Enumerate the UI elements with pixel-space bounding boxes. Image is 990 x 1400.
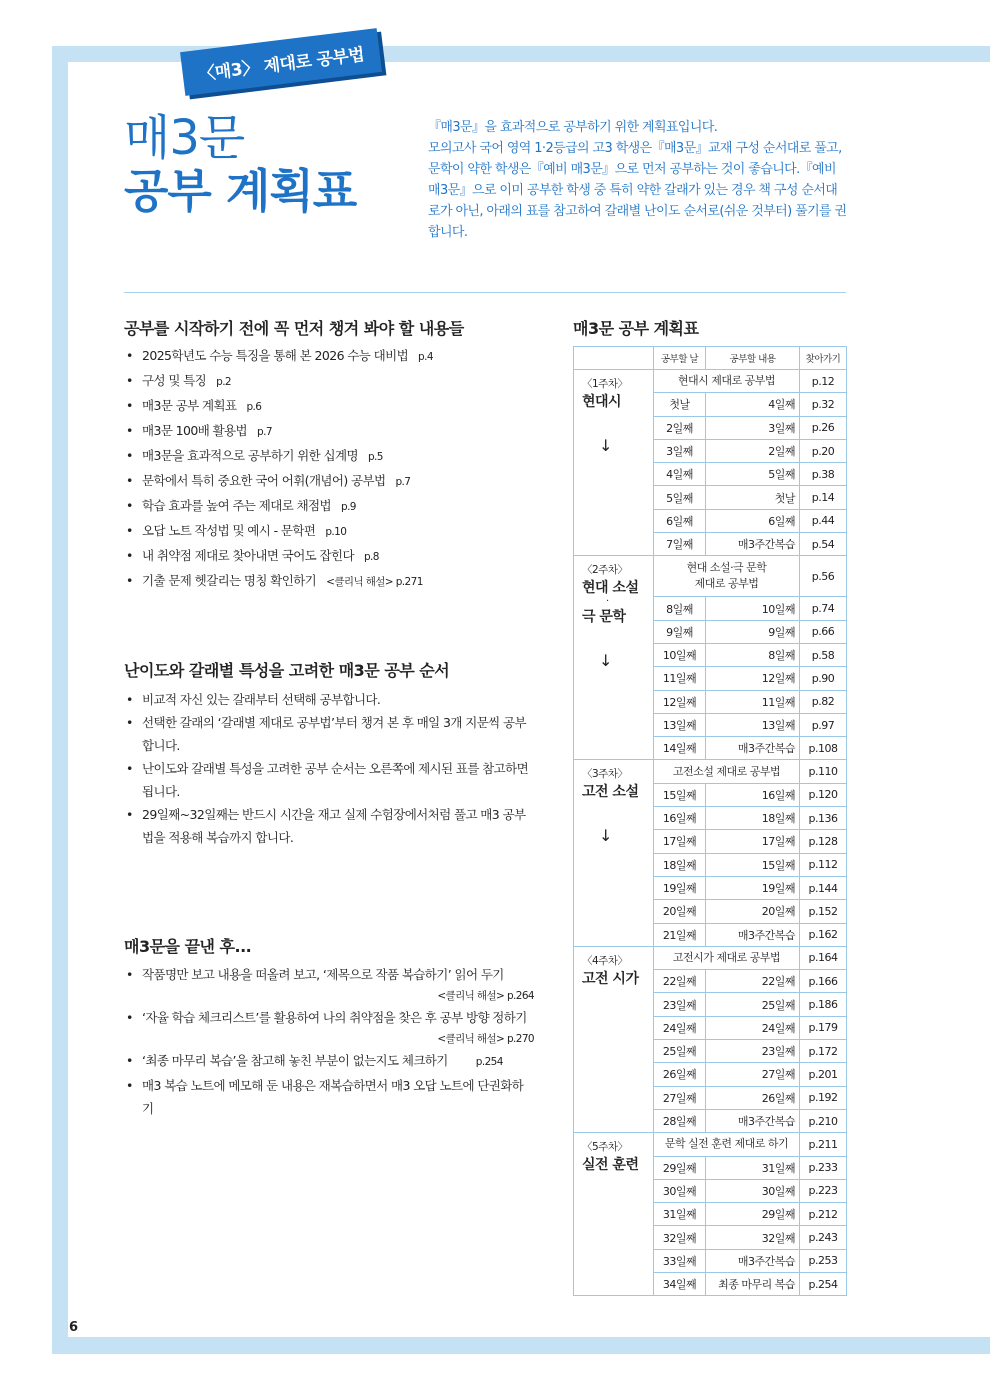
study-plan-table (573, 346, 847, 1296)
method-cell: 문학 실전 훈련 제대로 하기 (654, 1133, 800, 1156)
study-day-cell: 9일째 (654, 620, 706, 643)
page-cell: p.210 (800, 1109, 847, 1132)
page-cell: p.166 (800, 970, 847, 993)
method-page-cell: p.164 (800, 946, 847, 969)
divider (124, 292, 846, 293)
page-cell: p.74 (800, 597, 847, 620)
week-label: 〈3주차〉 (582, 768, 628, 781)
week-label: 〈1주차〉 (582, 378, 628, 390)
list-item (124, 1049, 534, 1074)
page-reference: p.9 (341, 501, 356, 513)
study-content-cell: 2일째 (706, 439, 800, 462)
study-content-cell: 9일째 (706, 620, 800, 643)
page-title-line2: 공부 계획표 (124, 164, 357, 218)
study-content-cell: 24일째 (706, 1016, 800, 1039)
study-content-cell: 매3주간복습 (706, 923, 800, 946)
arrow-down-icon: ↓ (599, 826, 612, 846)
study-content-cell: 29일째 (706, 1203, 800, 1226)
week-genre-name: 극 문학 (582, 609, 626, 626)
section-heading-order: 난이도와 갈래별 특성을 고려한 매3문 공부 순서 (124, 661, 450, 680)
page-reference: p.254 (475, 1056, 503, 1068)
study-content-cell: 8일째 (706, 643, 800, 666)
page-reference: p.7 (257, 426, 272, 438)
page-number: 6 (69, 1320, 79, 1335)
list-item: • 비교적 자신 있는 갈래부터 선택해 공부합니다. (124, 688, 534, 711)
study-day-cell: 32일째 (654, 1226, 706, 1249)
study-day-cell: 31일째 (654, 1203, 706, 1226)
list-item-text: 구성 및 특징 (142, 373, 207, 388)
page-reference: p.6 (246, 401, 262, 413)
page-cell: p.112 (800, 853, 847, 876)
week-genre-name: 실전 훈련 (582, 1157, 639, 1174)
study-content-cell: 5일째 (706, 463, 800, 486)
method-line: 제대로 공부법 (694, 577, 759, 591)
study-day-cell: 4일째 (654, 463, 706, 486)
week-genre-name: 고전 시가 (582, 970, 639, 987)
page-reference: p.7 (395, 476, 411, 488)
list-item-text: 문학에서 특히 중요한 국어 어휘(개념어) 공부법 (142, 473, 386, 488)
page-reference: p.10 (325, 526, 347, 538)
method-cell: 현대시 제대로 공부법 (654, 370, 800, 393)
method-page-cell: p.56 (800, 556, 847, 597)
list-item (124, 519, 534, 544)
study-content-cell: 11일째 (706, 690, 800, 713)
study-day-cell: 25일째 (654, 1040, 706, 1063)
page-reference: p.8 (363, 551, 379, 563)
study-content-cell: 4일째 (706, 393, 800, 416)
list-item (124, 369, 534, 394)
list-item (124, 344, 534, 369)
list-item (124, 444, 534, 469)
method-line: 현대 소설·극 문학 (686, 561, 767, 575)
study-day-cell: 29일째 (654, 1156, 706, 1179)
page-cell: p.144 (800, 876, 847, 899)
page-cell: p.253 (800, 1249, 847, 1272)
study-order-list (124, 688, 534, 849)
study-day-cell: 19일째 (654, 876, 706, 899)
list-item (124, 1074, 534, 1120)
study-content-cell: 22일째 (706, 970, 800, 993)
study-content-cell: 10일째 (706, 597, 800, 620)
study-day-cell: 20일째 (654, 900, 706, 923)
study-content-cell: 25일째 (706, 993, 800, 1016)
study-content-cell: 26일째 (706, 1086, 800, 1109)
page-frame-bottom (52, 1337, 990, 1354)
page-reference: p.5 (367, 451, 383, 463)
week-name-separator: · (606, 596, 609, 608)
study-day-cell: 15일째 (654, 783, 706, 806)
week-genre-name: 현대시 (582, 394, 622, 410)
arrow-down-icon: ↓ (599, 436, 612, 455)
page-cell: p.90 (800, 667, 847, 690)
table-row (574, 556, 847, 597)
week-cell (574, 556, 654, 760)
list-item-text: 내 취약점 제대로 찾아내면 국어도 잡힌다 (142, 548, 354, 563)
page-title-line1: 매3문 (124, 110, 245, 166)
page-cell: p.223 (800, 1179, 847, 1202)
study-content-cell: 31일째 (706, 1156, 800, 1179)
page-cell: p.97 (800, 713, 847, 736)
study-content-cell: 16일째 (706, 783, 800, 806)
page-cell: p.58 (800, 643, 847, 666)
table-row (574, 1133, 847, 1156)
list-item-text: 매3문 100배 활용법 (142, 423, 248, 438)
after-finish-list (124, 963, 534, 1120)
table-row (574, 946, 847, 969)
table-header-day: 공부할 날 (654, 347, 706, 370)
page-cell: p.20 (800, 439, 847, 462)
intro-line: 모의고사 국어 영역 1·2등급의 고3 학생은『매3문』교재 구성 순서대로 풀고, 문학이 약한 학생은『예비 매3문』으로 먼저 공부하는 것이 좋습니다.『예비 매3문』으로 이미 공부한 학생 중 특히 약한 갈래가 있는 경우 책 구성 순서대로가 아닌, 아래의 표를 참고하여 갈래별 난이도 순서로(쉬운 것부터) 풀기를 권합니다. (428, 141, 847, 240)
study-day-cell: 18일째 (654, 853, 706, 876)
method-cell: 고전소설 제대로 공부법 (654, 760, 800, 783)
method-page-cell: p.110 (800, 760, 847, 783)
list-item: • 선택한 갈래의 ‘갈래별 제대로 공부법’부터 챙겨 본 후 매일 3개 지문씩 공부합니다. (124, 711, 534, 757)
study-day-cell: 30일째 (654, 1179, 706, 1202)
list-item-text: 작품명만 보고 내용을 떠올려 보고, ‘제목으로 작품 복습하기’ 읽어 두기 (142, 967, 504, 982)
study-content-cell: 15일째 (706, 853, 800, 876)
study-day-cell: 26일째 (654, 1063, 706, 1086)
week-genre-name: 고전 소설 (582, 784, 639, 801)
page-cell: p.136 (800, 807, 847, 830)
page-cell: p.66 (800, 620, 847, 643)
page-reference: p.2 (216, 376, 232, 388)
method-cell (654, 556, 800, 597)
list-item: • 29일째~32일째는 반드시 시간을 재고 실제 수험장에서처럼 풀고 매3 공부법을 적용해 복습까지 합니다. (124, 803, 534, 849)
study-content-cell: 매3주간복습 (706, 1249, 800, 1272)
study-content-cell: 18일째 (706, 807, 800, 830)
section-banner (180, 28, 382, 96)
list-item (124, 963, 534, 1006)
study-day-cell: 16일째 (654, 807, 706, 830)
study-day-cell: 7일째 (654, 533, 706, 556)
study-day-cell: 23일째 (654, 993, 706, 1016)
page-cell: p.179 (800, 1016, 847, 1039)
plan-table-title: 매3문 공부 계획표 (573, 319, 699, 338)
method-cell: 고전시가 제대로 공부법 (654, 946, 800, 969)
week-cell (574, 760, 654, 946)
list-item-text: 2025학년도 수능 특징을 통해 본 2026 수능 대비법 (142, 348, 409, 363)
study-day-cell: 첫날 (654, 393, 706, 416)
study-day-cell: 2일째 (654, 416, 706, 439)
study-day-cell: 10일째 (654, 643, 706, 666)
week-genre-name: 현대 소설 (582, 580, 639, 597)
week-cell (574, 946, 654, 1132)
study-day-cell: 22일째 (654, 970, 706, 993)
page-cell: p.128 (800, 830, 847, 853)
study-content-cell: 32일째 (706, 1226, 800, 1249)
week-cell (574, 370, 654, 556)
list-item-text: 매3 복습 노트에 메모해 둔 내용은 재복습하면서 매3 오답 노트에 단권화하기 (142, 1078, 524, 1116)
study-day-cell: 3일째 (654, 439, 706, 462)
page-cell: p.233 (800, 1156, 847, 1179)
study-content-cell: 17일째 (706, 830, 800, 853)
list-item (124, 1006, 534, 1049)
list-item (124, 569, 534, 594)
page-cell: p.243 (800, 1226, 847, 1249)
study-content-cell: 30일째 (706, 1179, 800, 1202)
list-item-text: 오답 노트 작성법 및 예시 - 문학편 (142, 523, 316, 538)
page-cell: p.192 (800, 1086, 847, 1109)
list-item (124, 544, 534, 569)
study-day-cell: 5일째 (654, 486, 706, 509)
page-frame-left (52, 46, 68, 1354)
list-item-text: 학습 효과를 높여 주는 제대로 채점법 (142, 498, 331, 513)
page-cell: p.108 (800, 737, 847, 760)
list-item (124, 469, 534, 494)
page-cell: p.162 (800, 923, 847, 946)
list-item-text: ‘최종 마무리 복습’을 참고해 놓친 부분이 없는지도 체크하기 (142, 1053, 448, 1068)
list-item-text: 기출 문제 헷갈리는 명칭 확인하기 (142, 573, 317, 588)
page-cell: p.254 (800, 1272, 847, 1295)
study-content-cell: 첫날 (706, 486, 800, 509)
page-reference: <클리닉 해설> p.271 (326, 576, 423, 588)
week-label: 〈5주차〉 (582, 1141, 628, 1154)
page-reference: p.4 (418, 351, 433, 363)
study-content-cell: 매3주간복습 (706, 737, 800, 760)
list-item-text: 매3문을 효과적으로 공부하기 위한 십계명 (142, 448, 358, 463)
arrow-down-icon: ↓ (599, 651, 612, 671)
week-label: 〈4주차〉 (582, 954, 628, 967)
study-day-cell: 27일째 (654, 1086, 706, 1109)
study-content-cell: 3일째 (706, 416, 800, 439)
table-header-row (574, 347, 847, 370)
study-content-cell: 최종 마무리 복습 (706, 1272, 800, 1295)
page-cell: p.172 (800, 1040, 847, 1063)
study-day-cell: 17일째 (654, 830, 706, 853)
study-day-cell: 21일째 (654, 923, 706, 946)
page-cell: p.14 (800, 486, 847, 509)
list-item: • 난이도와 갈래별 특성을 고려한 공부 순서는 오른쪽에 제시된 표를 참고하면 됩니다. (124, 757, 534, 803)
section-banner-label: 〈매3〉 제대로 공부법 (197, 44, 366, 85)
table-header-corner (574, 347, 654, 370)
page-cell: p.44 (800, 509, 847, 532)
page-cell: p.82 (800, 690, 847, 713)
list-item (124, 494, 534, 519)
table-row (574, 760, 847, 783)
study-content-cell: 매3주간복습 (706, 533, 800, 556)
page-cell: p.54 (800, 533, 847, 556)
page-cell: p.32 (800, 393, 847, 416)
study-content-cell: 12일째 (706, 667, 800, 690)
table-header-content: 공부할 내용 (706, 347, 800, 370)
page-reference: <클리닉 해설> p.264 (437, 990, 534, 1002)
section-heading-prestudy: 공부를 시작하기 전에 꼭 먼저 챙겨 봐야 할 내용들 (124, 319, 464, 338)
study-content-cell: 매3주간복습 (706, 1109, 800, 1132)
list-item (124, 419, 534, 444)
study-day-cell: 24일째 (654, 1016, 706, 1039)
intro-line: 『매3문』을 효과적으로 공부하기 위한 계획표입니다. (428, 120, 718, 135)
study-day-cell: 11일째 (654, 667, 706, 690)
page-cell: p.201 (800, 1063, 847, 1086)
study-content-cell: 27일째 (706, 1063, 800, 1086)
page-reference: <클리닉 해설> p.270 (437, 1033, 534, 1045)
list-item (124, 394, 534, 419)
page-cell: p.38 (800, 463, 847, 486)
intro-text (428, 117, 848, 243)
study-day-cell: 33일째 (654, 1249, 706, 1272)
study-day-cell: 13일째 (654, 713, 706, 736)
study-day-cell: 6일째 (654, 509, 706, 532)
method-page-cell: p.12 (800, 370, 847, 393)
study-day-cell: 34일째 (654, 1272, 706, 1295)
page-cell: p.120 (800, 783, 847, 806)
study-content-cell: 6일째 (706, 509, 800, 532)
section-heading-after: 매3문을 끝낸 후... (124, 937, 252, 956)
page-cell: p.152 (800, 900, 847, 923)
study-content-cell: 19일째 (706, 876, 800, 899)
study-day-cell: 14일째 (654, 737, 706, 760)
table-row (574, 370, 847, 393)
table-header-page: 찾아가기 (800, 347, 847, 370)
method-page-cell: p.211 (800, 1133, 847, 1156)
page-cell: p.186 (800, 993, 847, 1016)
list-item-text: ‘자율 학습 체크리스트’를 활용하여 나의 취약점을 찾은 후 공부 방향 정하기 (142, 1010, 527, 1025)
study-day-cell: 28일째 (654, 1109, 706, 1132)
study-day-cell: 8일째 (654, 597, 706, 620)
study-day-cell: 12일째 (654, 690, 706, 713)
page-cell: p.212 (800, 1203, 847, 1226)
study-content-cell: 23일째 (706, 1040, 800, 1063)
study-content-cell: 13일째 (706, 713, 800, 736)
page-cell: p.26 (800, 416, 847, 439)
week-label: 〈2주차〉 (582, 564, 628, 577)
list-item-text: 매3문 공부 계획표 (142, 398, 237, 413)
study-content-cell: 20일째 (706, 900, 800, 923)
prestudy-list (124, 344, 534, 594)
week-cell (574, 1133, 654, 1296)
